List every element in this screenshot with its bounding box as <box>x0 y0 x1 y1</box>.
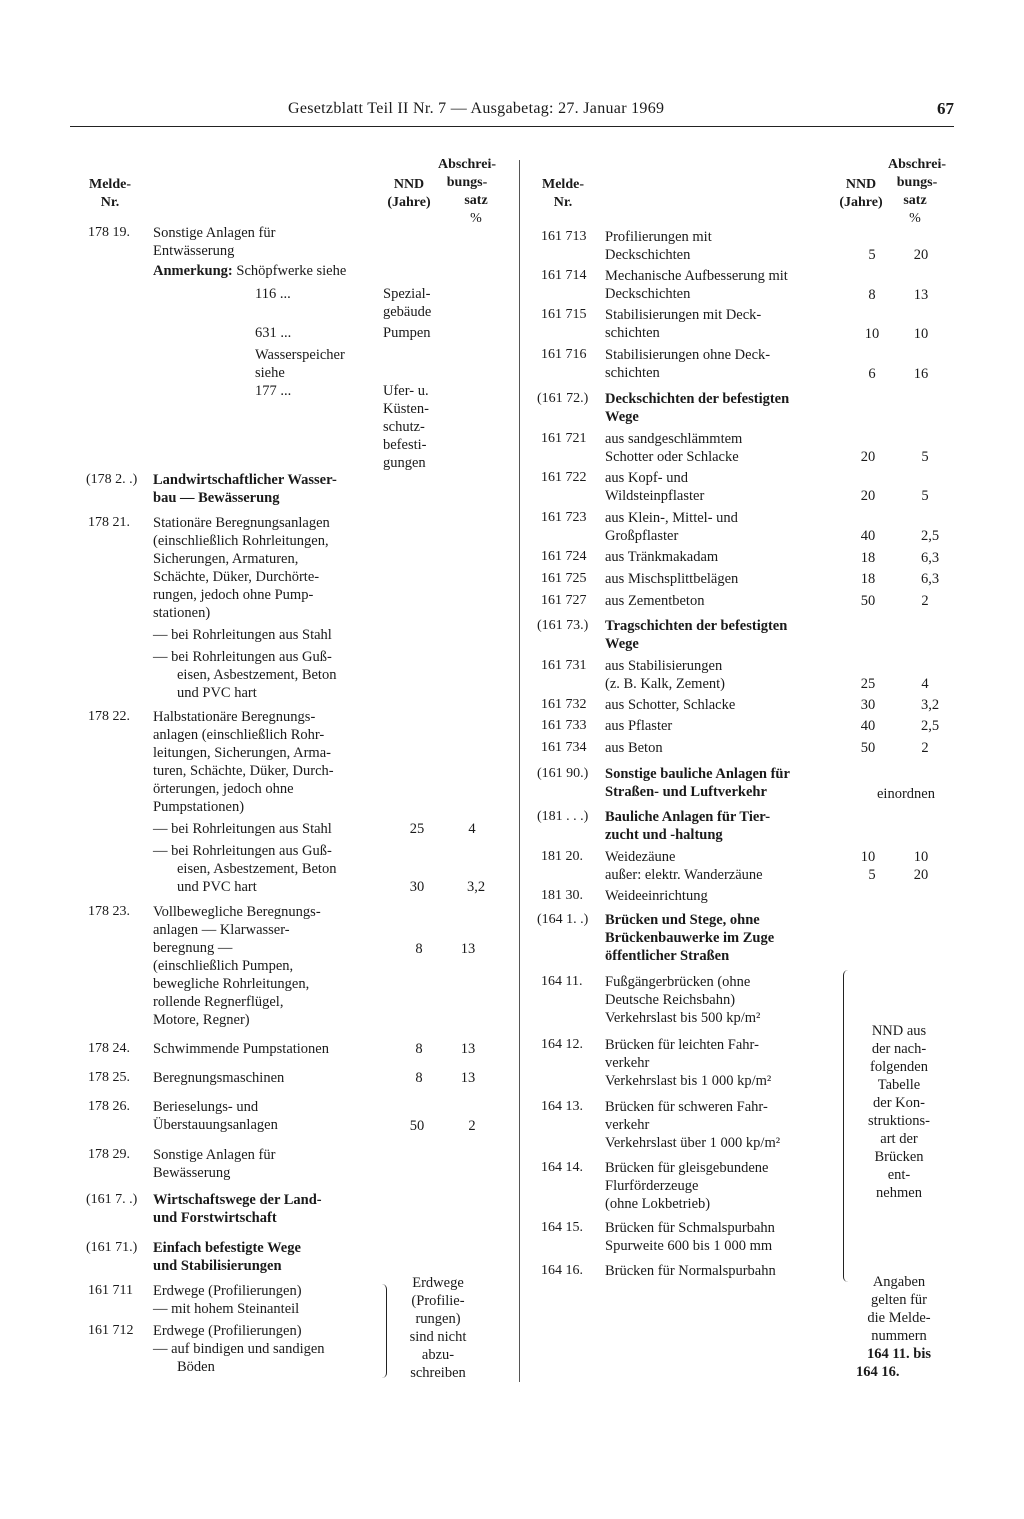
entry-text: aus Mischsplittbelägen <box>605 571 739 587</box>
nnd-value: 5 <box>868 867 876 883</box>
nnd-value: 5 <box>868 247 876 263</box>
entry-number: 181 30. <box>541 888 583 903</box>
nnd-value: 50 <box>409 1118 425 1134</box>
entry-number: (161 73.) <box>537 618 589 633</box>
entry-text: aus Tränkmakadam <box>605 549 719 565</box>
entry-number: 161 725 <box>541 571 587 586</box>
entry-text: Mechanische Aufbesserung mit Deckschichten <box>605 268 788 302</box>
column-divider <box>519 160 520 1382</box>
rate-value: 5 <box>921 449 929 465</box>
remark-target: Pumpen <box>383 325 431 341</box>
entry-number: 178 26. <box>88 1099 130 1114</box>
rate-value: 20 <box>913 247 929 263</box>
nnd-value: 40 <box>860 528 876 544</box>
section-heading: Einfach befestigte Wege und Stabilisierungen <box>153 1240 301 1274</box>
nnd-value: 8 <box>415 941 423 957</box>
entry-subitem: — bei Rohrleitungen aus Guß- eisen, Asbestzement, Beton und PVC hart <box>153 649 337 701</box>
nnd-value: 18 <box>860 550 876 566</box>
remark-item: 631 ... <box>255 325 292 341</box>
page-number: 67 <box>937 99 954 118</box>
entry-text: Stationäre Beregnungsanlagen (einschließlich Rohrleitungen, Sicherungen, Armaturen, Schächte, Düker, Durchörte- rungen, jedoch ohne Pump- stationen) <box>153 515 330 621</box>
nnd-value: 20 <box>860 488 876 504</box>
section-heading: Deckschichten der befestigten Wege <box>605 391 790 425</box>
entry-text: Brücken für leichten Fahr- verkehr Verkehrslast bis 1 000 kp/m² <box>605 1037 772 1089</box>
nnd-value: 25 <box>860 676 876 692</box>
left-col-header-nnd: NND (Jahre) <box>387 177 431 210</box>
entry-number: 161 727 <box>541 593 587 608</box>
entry-number: 161 715 <box>541 307 587 322</box>
entry-number: 161 712 <box>88 1323 134 1338</box>
entry-number: (161 90.) <box>537 766 589 781</box>
entry-number: (161 72.) <box>537 391 589 406</box>
entry-text: aus Beton <box>605 740 663 756</box>
entry-text: Stabilisierungen mit Deck- schichten <box>605 307 762 341</box>
rate-value: 2 <box>921 740 929 756</box>
entry-text: Brücken für schweren Fahr- verkehr Verkehrslast über 1 000 kp/m² <box>605 1099 781 1151</box>
entry-number: 161 734 <box>541 740 587 755</box>
entry-number: 164 14. <box>541 1160 583 1175</box>
entry-text: Stabilisierungen ohne Deck- schichten <box>605 347 771 381</box>
entry-number: 161 722 <box>541 470 587 485</box>
right-col-header-melde: Melde- Nr. <box>542 177 584 210</box>
entry-text: Halbstationäre Beregnungs- anlagen (einschließlich Rohr- leitungen, Sicherungen, Arma- turen, Schächte, Düker, Durch- örterungen, jedoch ohne Pumpstationen) <box>153 709 334 815</box>
entry-text: aus Klein-, Mittel- und Großpflaster <box>605 510 738 544</box>
entry-text: aus Pflaster <box>605 718 673 734</box>
rate-value: 6,3 <box>920 571 940 587</box>
rate-value: 6,3 <box>920 550 940 566</box>
entry-text: Berieselungs- und Überstauungsanlagen <box>153 1099 278 1133</box>
entry-text: Brücken für Normalspurbahn <box>605 1263 776 1279</box>
entry-text: Profilierungen mit Deckschichten <box>605 229 712 263</box>
entry-text: Sonstige Anlagen für Bewässerung <box>153 1147 276 1181</box>
rate-value: 2,5 <box>920 718 940 734</box>
rate-value: 10 <box>913 326 929 342</box>
entry-number: 178 19. <box>88 225 130 240</box>
nnd-value: 50 <box>860 593 876 609</box>
nnd-value: 50 <box>860 740 876 756</box>
entry-number: 164 13. <box>541 1099 583 1114</box>
left-col-header-melde: Melde- Nr. <box>89 177 131 210</box>
nnd-note: NND aus der nach- folgenden Tabelle der Kon- struktions- art der Brücken ent- nehmen <box>867 1023 931 1201</box>
right-col-header-abschreibung: Abschrei- bungs- satz % <box>887 157 947 226</box>
note-einordnen: einordnen <box>877 786 935 802</box>
entry-number: 164 16. <box>541 1263 583 1278</box>
entry-number: (164 1. .) <box>537 912 589 927</box>
entry-number: 178 29. <box>88 1147 130 1162</box>
rate-value: 2 <box>468 1118 476 1134</box>
nnd-value: 30 <box>409 879 425 895</box>
nnd-value: 10 <box>864 326 880 342</box>
erdwege-note: Erdwege (Profilie- rungen) sind nicht abzu- schreiben <box>409 1275 467 1381</box>
rate-value: 10 <box>913 849 929 865</box>
right-col-header-nnd: NND (Jahre) <box>839 177 883 210</box>
entry-text: Erdwege (Profilierungen) — mit hohem Steinanteil <box>153 1283 302 1317</box>
rate-value: 4 <box>921 676 929 692</box>
rate-value: 3,2 <box>466 879 486 895</box>
entry-text: aus Schotter, Schlacke <box>605 697 736 713</box>
nnd-value: 25 <box>409 821 425 837</box>
entry-text: aus Zementbeton <box>605 593 705 609</box>
rate-value: 4 <box>468 821 476 837</box>
remark-item: Wasserspeicher siehe 177 ... <box>255 347 345 399</box>
entry-text: Fußgängerbrücken (ohne Deutsche Reichsbahn) Verkehrslast bis 500 kp/m² <box>605 974 761 1026</box>
nnd-value: 30 <box>860 697 876 713</box>
rate-value: 16 <box>913 366 929 382</box>
entry-subitem: — bei Rohrleitungen aus Guß- eisen, Asbestzement, Beton und PVC hart <box>153 843 337 895</box>
nnd-value: 40 <box>860 718 876 734</box>
nnd-value: 10 <box>860 849 876 865</box>
entry-number: 161 716 <box>541 347 587 362</box>
entry-number: 178 22. <box>88 709 130 724</box>
page-header <box>70 100 954 127</box>
rate-value: 13 <box>913 287 929 303</box>
entry-number: 161 731 <box>541 658 587 673</box>
angaben-note: Angaben gelten für die Melde- nummern 164 11. bis 164 16. <box>856 1274 932 1380</box>
entry-number: 161 732 <box>541 697 587 712</box>
section-heading: Landwirtschaftlicher Wasser- bau — Bewässerung <box>153 472 337 506</box>
remark: Anmerkung: Schöpfwerke siehe <box>153 263 347 279</box>
rate-value: 13 <box>460 1070 476 1086</box>
rate-value: 13 <box>460 941 476 957</box>
entry-number: 178 21. <box>88 515 130 530</box>
section-heading: Tragschichten der befestigten Wege <box>605 618 788 652</box>
nnd-value: 8 <box>868 287 876 303</box>
entry-number: (161 71.) <box>86 1240 138 1255</box>
entry-number: 161 714 <box>541 268 587 283</box>
section-heading: Sonstige bauliche Anlagen für Straßen- und Luftverkehr <box>605 766 790 800</box>
entry-text: aus sandgeschlämmtem Schotter oder Schlacke <box>605 431 743 465</box>
entry-number: 178 23. <box>88 904 130 919</box>
right-brace <box>374 1284 387 1378</box>
entry-text: Schwimmende Pumpstationen <box>153 1041 329 1057</box>
entry-number: 181 20. <box>541 849 583 864</box>
entry-number: 178 24. <box>88 1041 130 1056</box>
remark-item: 116 ... <box>255 286 291 302</box>
entry-text: Weideeinrichtung <box>605 888 708 904</box>
entry-subitem: — bei Rohrleitungen aus Stahl <box>153 627 332 643</box>
entry-number: (178 2. .) <box>86 472 138 487</box>
entry-text: Beregnungsmaschinen <box>153 1070 285 1086</box>
entry-text: Sonstige Anlagen für Entwässerung <box>153 225 276 259</box>
entry-text: Brücken für gleisgebundene Flurförderzeuge (ohne Lokbetrieb) <box>605 1160 769 1212</box>
section-heading: Wirtschaftswege der Land- und Forstwirtschaft <box>153 1192 322 1226</box>
rate-value: 2,5 <box>920 528 940 544</box>
entry-number: 161 713 <box>541 229 587 244</box>
entry-text: Erdwege (Profilierungen) — auf bindigen und sandigen Böden <box>153 1323 325 1375</box>
rate-value: 3,2 <box>920 697 940 713</box>
entry-subitem: — bei Rohrleitungen aus Stahl <box>153 821 332 837</box>
entry-text: Weidezäune außer: elektr. Wanderzäune <box>605 849 763 883</box>
section-heading: Bauliche Anlagen für Tier- zucht und -haltung <box>605 809 771 843</box>
entry-number: 161 721 <box>541 431 587 446</box>
entry-number: 161 711 <box>88 1283 133 1298</box>
entry-number: (161 7. .) <box>86 1192 138 1207</box>
remark-target: Spezial- gebäude <box>383 286 432 320</box>
left-col-header-abschreibung: Abschrei- bungs- satz % <box>437 157 497 226</box>
rate-value: 5 <box>921 488 929 504</box>
nnd-value: 8 <box>415 1070 423 1086</box>
entry-number: 164 15. <box>541 1220 583 1235</box>
rate-value: 20 <box>913 867 929 883</box>
entry-number: 161 733 <box>541 718 587 733</box>
entry-number: 161 724 <box>541 549 587 564</box>
entry-text: aus Stabilisierungen (z. B. Kalk, Zement) <box>605 658 725 692</box>
header-title: Gesetzblatt Teil II Nr. 7 — Ausgabetag: 27. Januar 1969 <box>288 100 665 117</box>
rate-value: 13 <box>460 1041 476 1057</box>
entry-text: Vollbewegliche Beregnungs- anlagen — Klarwasser- beregnung — (einschließlich Pumpen, bewegliche Rohrleitungen, rollende Regnerflügel, Motore, Regner) <box>153 904 321 1028</box>
nnd-value: 20 <box>860 449 876 465</box>
nnd-value: 8 <box>415 1041 423 1057</box>
section-heading: Brücken und Stege, ohne Brückenbauwerke im Zuge öffentlicher Straßen <box>605 912 775 964</box>
nnd-value: 18 <box>860 571 876 587</box>
rate-value: 2 <box>921 593 929 609</box>
entry-number: 164 12. <box>541 1037 583 1052</box>
nnd-value: 6 <box>868 366 876 382</box>
entry-number: (181 . . .) <box>537 809 589 824</box>
entry-number: 178 25. <box>88 1070 130 1085</box>
entry-number: 161 723 <box>541 510 587 525</box>
entry-text: aus Kopf- und Wildsteinpflaster <box>605 470 705 504</box>
entry-number: 164 11. <box>541 974 583 989</box>
remark-target: Ufer- u. Küsten- schutz- befesti- gungen <box>383 383 429 471</box>
entry-text: Brücken für Schmalspurbahn Spurweite 600 bis 1 000 mm <box>605 1220 775 1254</box>
